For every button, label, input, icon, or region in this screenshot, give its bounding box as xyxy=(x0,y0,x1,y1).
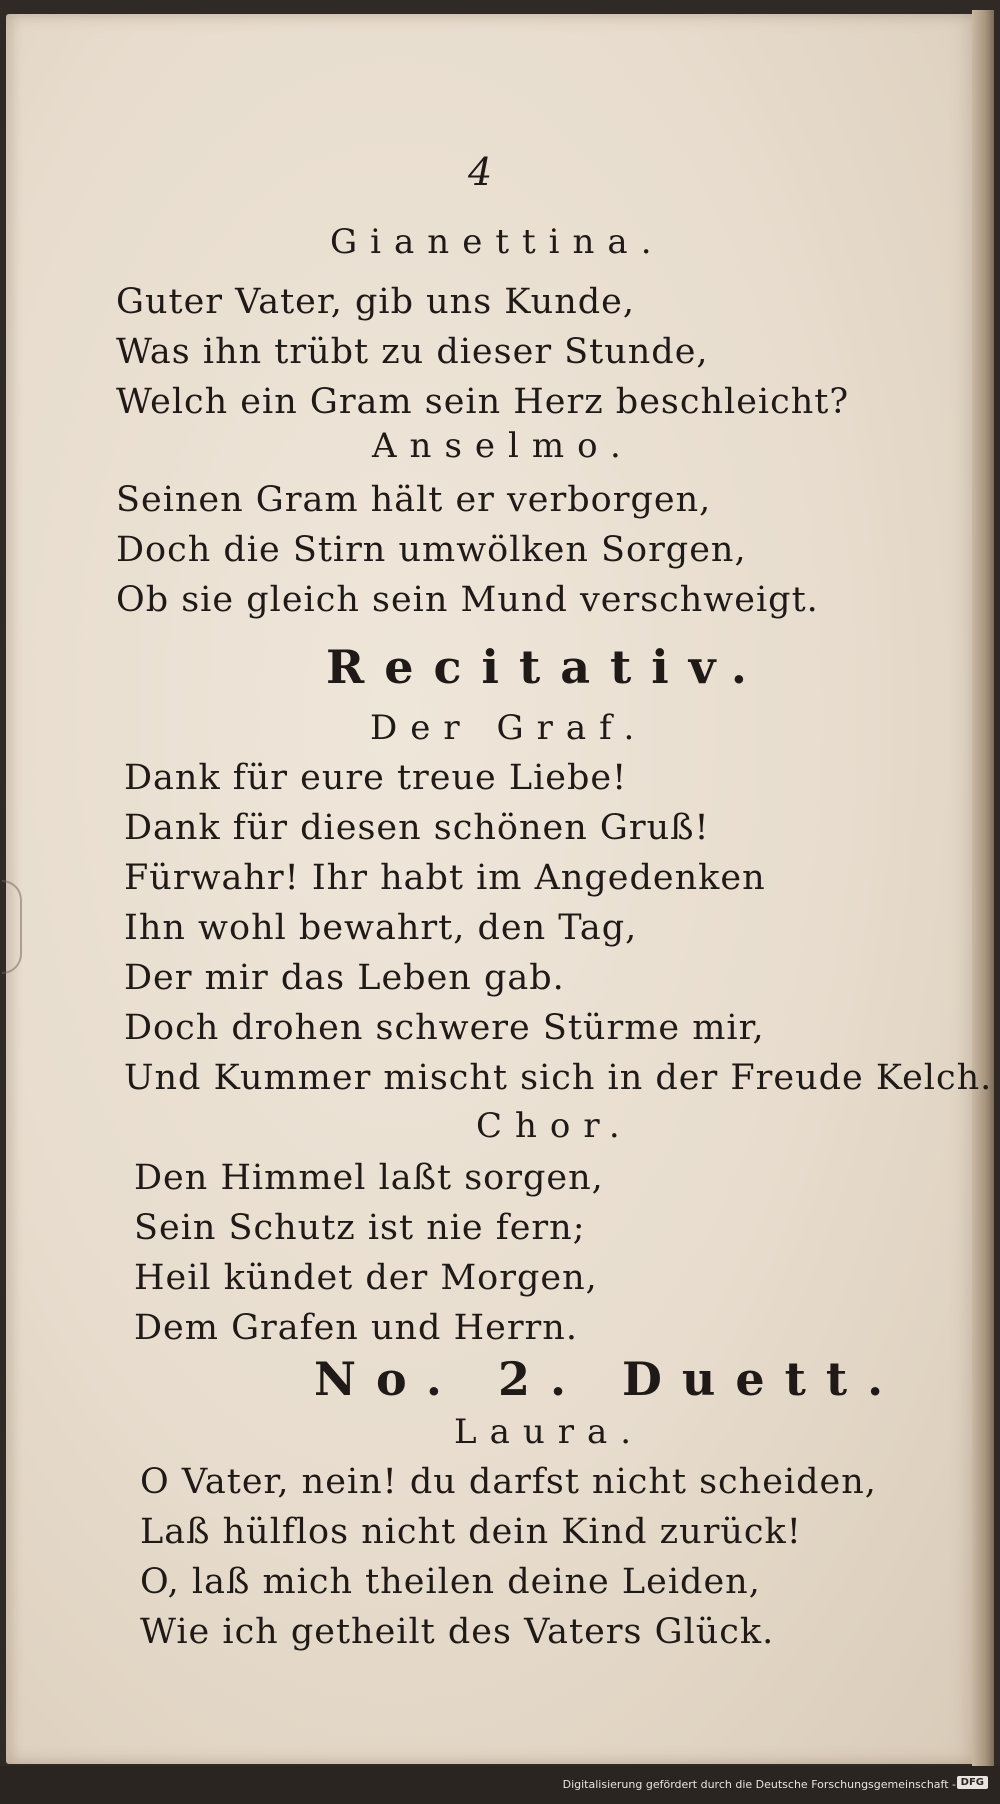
section-heading: No. 2. Duett. xyxy=(314,1352,904,1406)
verse-line: Dem Grafen und Herrn. xyxy=(134,1308,578,1348)
verse-line: Und Kummer mischt sich in der Freude Kelch. xyxy=(124,1058,993,1098)
section-heading: Recitativ. xyxy=(326,640,767,694)
verse-line: O, laß mich theilen deine Leiden, xyxy=(140,1562,761,1602)
verse-line: Sein Schutz ist nie fern; xyxy=(134,1208,586,1248)
verse-line: Laß hülflos nicht dein Kind zurück! xyxy=(140,1512,802,1552)
speaker-name: Der Graf. xyxy=(370,708,648,748)
verse-line: Wie ich getheilt des Vaters Glück. xyxy=(140,1612,775,1652)
verse-line: O Vater, nein! du darfst nicht scheiden, xyxy=(140,1462,877,1502)
verse-line: Der mir das Leben gab. xyxy=(124,958,565,998)
speaker-name: Anselmo. xyxy=(372,426,634,466)
verse-line: Ob sie gleich sein Mund verschweigt. xyxy=(116,580,819,620)
speaker-name: Laura. xyxy=(454,1412,645,1452)
verse-line: Ihn wohl bewahrt, den Tag, xyxy=(124,908,638,948)
verse-line: Den Himmel laßt sorgen, xyxy=(134,1158,604,1198)
speaker-name: Chor. xyxy=(476,1106,633,1146)
speaker-name: Gianettina. xyxy=(330,222,665,262)
verse-line: Guter Vater, gib uns Kunde, xyxy=(116,282,635,322)
verse-line: Welch ein Gram sein Herz beschleicht? xyxy=(116,382,850,422)
verse-line: Fürwahr! Ihr habt im Angedenken xyxy=(124,858,766,898)
verse-line: Dank für diesen schönen Gruß! xyxy=(124,808,710,848)
page-number: 4 xyxy=(468,150,493,194)
verse-line: Doch die Stirn umwölken Sorgen, xyxy=(116,530,747,570)
digitization-credit: Digitalisierung gefördert durch die Deutsche Forschungsgemeinschaft - xyxy=(562,1778,956,1791)
verse-line: Doch drohen schwere Stürme mir, xyxy=(124,1008,765,1048)
verse-line: Heil kündet der Morgen, xyxy=(134,1258,598,1298)
verse-line: Seinen Gram hält er verborgen, xyxy=(116,480,712,520)
dfg-logo: DFG xyxy=(957,1776,988,1789)
verse-line: Dank für eure treue Liebe! xyxy=(124,758,628,798)
verse-line: Was ihn trübt zu dieser Stunde, xyxy=(116,332,709,372)
